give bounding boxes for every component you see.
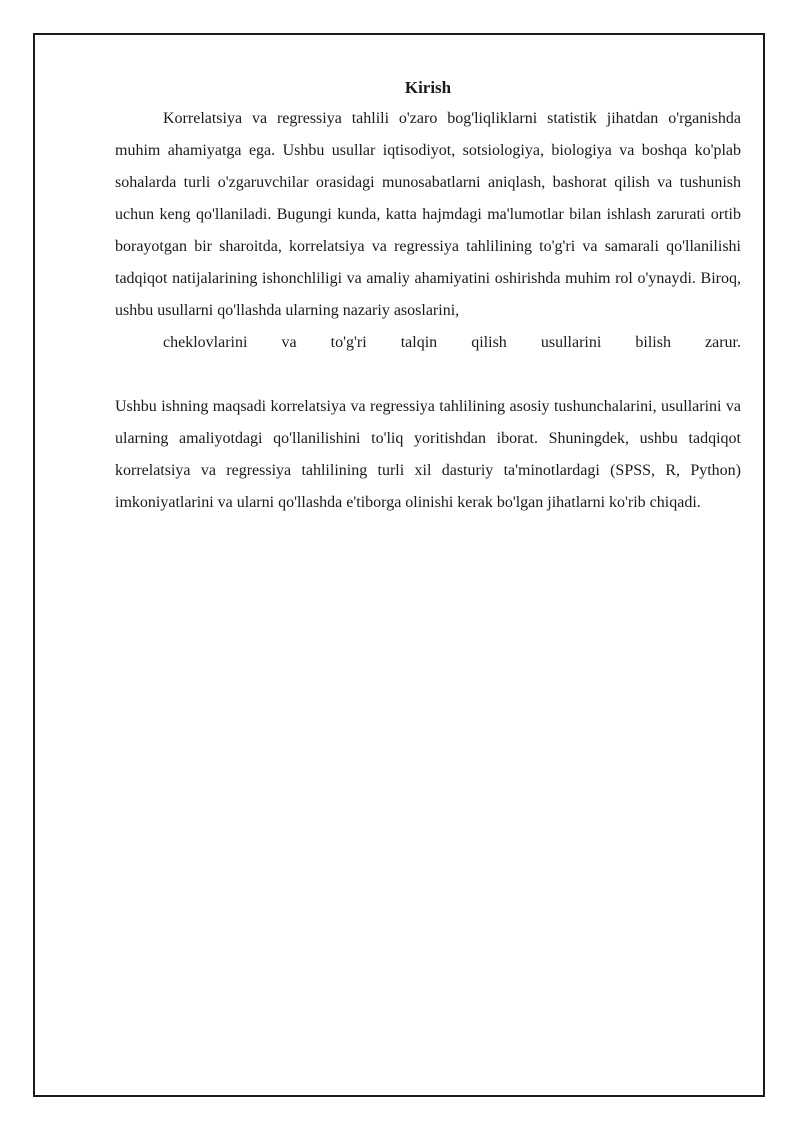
- document-body: [115, 76, 741, 519]
- paragraph-intro: [115, 103, 741, 359]
- paragraph-spacer: [115, 359, 741, 391]
- paragraph-purpose: Ushbu ishning maqsadi korrelatsiya va regressiya tahlilining asosiy tushunchalarini, usullarini va ularning amaliyotdagi qo'llanilishini to'liq yoritishdan iborat. Shuningdek, ushbu tadqiqot korrelatsiya va regressiya tahlilining turli xil dasturiy ta'minotlardagi (SPSS, R, Python) imkoniyatlarini va ularni qo'llashda e'tiborga olinishi kerak bo'lgan jihatlarni ko'rib chiqadi.: [115, 398, 741, 511]
- paragraph-intro-text: Korrelatsiya va regressiya tahlili o'zaro bog'liqliklarni statistik jihatdan o'rganishda muhim ahamiyatga ega. Ushbu usullar iqtisodiyot, sotsiologiya, biologiya va boshqa ko'plab sohalarda turli o'zgaruvchilar orasidagi munosabatlarni aniqlash, bashorat qilish va tushunish uchun keng qo'llaniladi. Bugungi kunda, katta hajmdagi ma'lumotlar bilan ishlash zarurati ortib borayotgan bir sharoitda, korrelatsiya va regressiya tahlilining to'g'ri va samarali qo'llanilishi tadqiqot natijalarining ishonchliligi va amaliy ahamiyatini oshirishda muhim rol o'ynaydi. Biroq, ushbu usullarni qo'llashda ularning nazariy asoslarini,: [115, 110, 741, 319]
- paragraph-intro-last-line: cheklovlarini va to'g'ri talqin qilish usullarini bilish zarur.: [163, 334, 741, 351]
- document-title: Kirish: [404, 78, 452, 97]
